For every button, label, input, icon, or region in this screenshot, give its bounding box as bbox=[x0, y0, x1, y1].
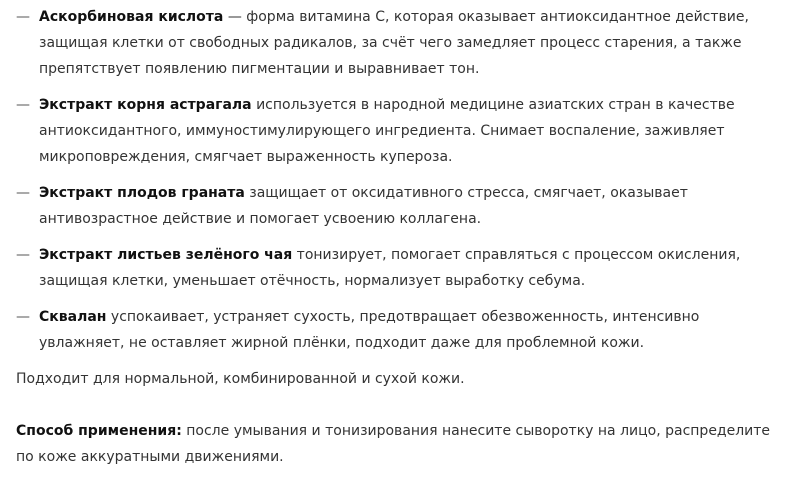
dash-bullet: — bbox=[16, 9, 30, 25]
skin-type-note: Подходит для нормальной, комбинированной и сухой кожи. bbox=[16, 371, 465, 387]
ingredient-name: Экстракт листьев зелёного чая bbox=[39, 247, 293, 263]
ingredient-name: Сквалан bbox=[39, 309, 107, 325]
ingredient-name: Экстракт корня астрагала bbox=[39, 97, 252, 113]
ingredient-description: — форма витамина С, которая оказывает антиоксидантное действие, защищая клетки от свободных радикалов, за счёт чего замедляет процесс старения, а также препятствует появлению пигментации и выравнивает тон. bbox=[39, 9, 749, 77]
ingredient-text bbox=[39, 304, 776, 356]
ingredient-name: Экстракт плодов граната bbox=[39, 185, 245, 201]
dash-bullet: — bbox=[16, 97, 30, 113]
list-item bbox=[16, 180, 776, 232]
list-item bbox=[16, 304, 776, 356]
usage-text: после умывания и тонизирования нанесите сыворотку на лицо, распределите по коже аккуратными движениями. bbox=[16, 423, 771, 465]
ingredient-list bbox=[16, 4, 776, 356]
ingredient-description: успокаивает, устраняет сухость, предотвращает обезвоженность, интенсивно увлажняет, не оставляет жирной плёнки, подходит даже для проблемной кожи. bbox=[39, 309, 700, 351]
dash-bullet: — bbox=[16, 247, 30, 263]
list-item bbox=[16, 4, 776, 82]
usage-label: Способ применения: bbox=[16, 423, 182, 439]
dash-bullet: — bbox=[16, 309, 30, 325]
dash-bullet: — bbox=[16, 185, 30, 201]
list-item bbox=[16, 242, 776, 294]
usage-instructions bbox=[16, 418, 776, 470]
ingredient-text bbox=[39, 180, 776, 232]
ingredient-text bbox=[39, 242, 776, 294]
ingredient-text bbox=[39, 92, 776, 170]
ingredient-description: тонизирует, помогает справляться с процессом окисления, защищая клетки, уменьшает отёчность, нормализует выработку себума. bbox=[39, 247, 741, 289]
list-item bbox=[16, 92, 776, 170]
ingredient-description: защищает от оксидативного стресса, смягчает, оказывает антивозрастное действие и помогает усвоению коллагена. bbox=[39, 185, 688, 227]
ingredient-description: используется в народной медицине азиатских стран в качестве антиоксидантного, иммуностимулирующего ингредиента. Снимает воспаление, заживляет микроповреждения, смягчает выраженность купероза. bbox=[39, 97, 735, 165]
ingredient-text bbox=[39, 4, 776, 82]
ingredient-name: Аскорбиновая кислота bbox=[39, 9, 224, 25]
